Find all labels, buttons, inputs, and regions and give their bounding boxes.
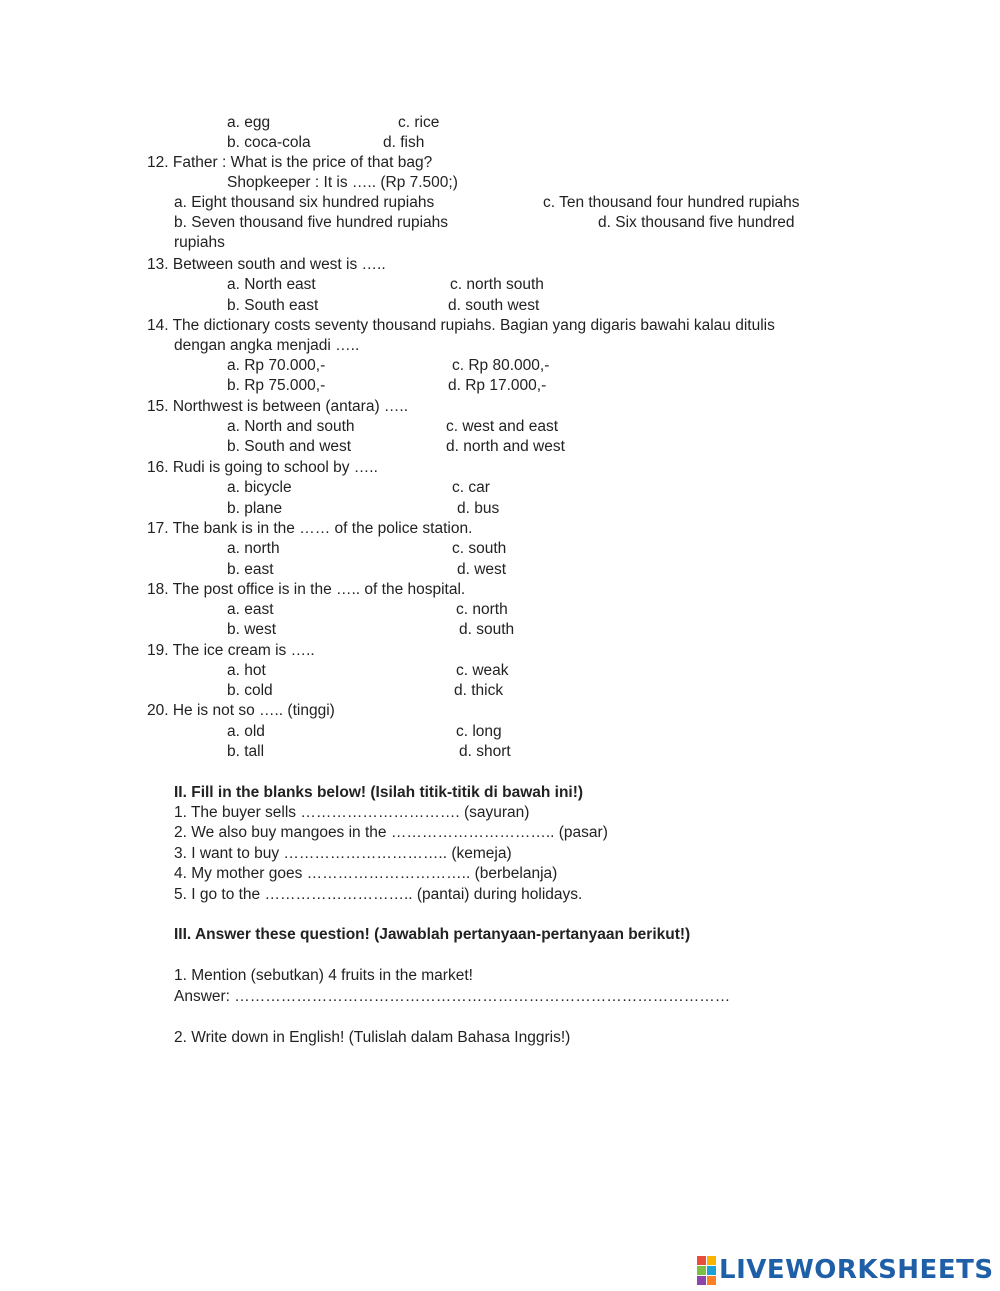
q19-question: 19. The ice cream is ….. [147,642,315,659]
q11-option-d: d. fish [383,134,425,151]
q13-option-a: a. North east [227,276,316,293]
q17-option-a: a. north [227,540,280,557]
liveworksheets-logo [697,1253,994,1287]
q13-question: 13. Between south and west is ….. [147,256,386,273]
section3-question-1: 1. Mention (sebutkan) 4 fruits in the market! [174,967,473,984]
q17-option-c: c. south [452,540,507,557]
section2-item-5: 5. I go to the ……………………….. (pantai) during holidays. [174,886,583,903]
q16-option-a: a. bicycle [227,479,292,496]
q11-option-b: b. coca-cola [227,134,311,151]
q15-option-a: a. North and south [227,418,355,435]
q20-option-c: c. long [456,723,502,740]
q15-option-c: c. west and east [446,418,559,435]
q13-option-d: d. south west [448,297,540,314]
q19-option-b: b. cold [227,682,273,699]
q18-question: 18. The post office is in the ….. of the hospital. [147,581,466,598]
q16-option-c: c. car [452,479,490,496]
q11-option-a: a. egg [227,114,271,131]
q19-option-c: c. weak [456,662,509,679]
q12-option-c: c. Ten thousand four hundred rupiahs [543,194,800,211]
q14-option-c: c. Rp 80.000,- [452,357,550,374]
q12-option-d-cont: rupiahs [174,234,225,251]
q16-question: 16. Rudi is going to school by ….. [147,459,378,476]
q13-option-c: c. north south [450,276,544,293]
section2-item-3: 3. I want to buy ………………………….. (kemeja) [174,845,512,862]
q12-option-a: a. Eight thousand six hundred rupiahs [174,194,435,211]
section3-title: III. Answer these question! (Jawablah pertanyaan-pertanyaan berikut!) [174,926,691,943]
section3-answer-line: Answer: …………………………………………………………………………………… [174,988,731,1005]
q20-option-d: d. short [459,743,511,760]
section2-item-4: 4. My mother goes ………………………….. (berbelanja) [174,865,558,882]
q17-question: 17. The bank is in the …… of the police station. [147,520,473,537]
q20-option-a: a. old [227,723,265,740]
q17-option-b: b. east [227,561,274,578]
q15-question: 15. Northwest is between (antara) ….. [147,398,409,415]
q13-option-b: b. South east [227,297,319,314]
q18-option-a: a. east [227,601,274,618]
q20-question: 20. He is not so ….. (tinggi) [147,702,335,719]
logo-text: LIVEWORKSHEETS [719,1255,994,1285]
q14-option-a: a. Rp 70.000,- [227,357,326,374]
q20-option-b: b. tall [227,743,265,760]
q12-option-d: d. Six thousand five hundred [598,214,795,231]
q14-option-d: d. Rp 17.000,- [448,377,547,394]
q16-option-b: b. plane [227,500,283,517]
q14-option-b: b. Rp 75.000,- [227,377,326,394]
section2-item-1: 1. The buyer sells …………………………. (sayuran) [174,804,530,821]
section3-question-2: 2. Write down in English! (Tulislah dalam Bahasa Inggris!) [174,1029,571,1046]
section2-title: II. Fill in the blanks below! (Isilah titik-titik di bawah ini!) [174,784,584,801]
q14-question: 14. The dictionary costs seventy thousand rupiahs. Bagian yang digaris bawahi kalau ditulis [147,317,775,334]
q16-option-d: d. bus [457,500,500,517]
q15-option-d: d. north and west [446,438,565,455]
q12-line2: Shopkeeper : It is ….. (Rp 7.500;) [227,174,458,191]
q19-option-a: a. hot [227,662,266,679]
q12-option-b: b. Seven thousand five hundred rupiahs [174,214,449,231]
logo-mark-icon [697,1256,715,1284]
q12-question: 12. Father : What is the price of that bag? [147,154,433,171]
q18-option-d: d. south [459,621,515,638]
q17-option-d: d. west [457,561,507,578]
q11-option-c: c. rice [398,114,440,131]
q14-line2: dengan angka menjadi ….. [174,337,360,354]
q15-option-b: b. South and west [227,438,352,455]
q18-option-c: c. north [456,601,508,618]
q18-option-b: b. west [227,621,277,638]
q19-option-d: d. thick [454,682,504,699]
section2-item-2: 2. We also buy mangoes in the ………………………….. (pasar) [174,824,608,841]
